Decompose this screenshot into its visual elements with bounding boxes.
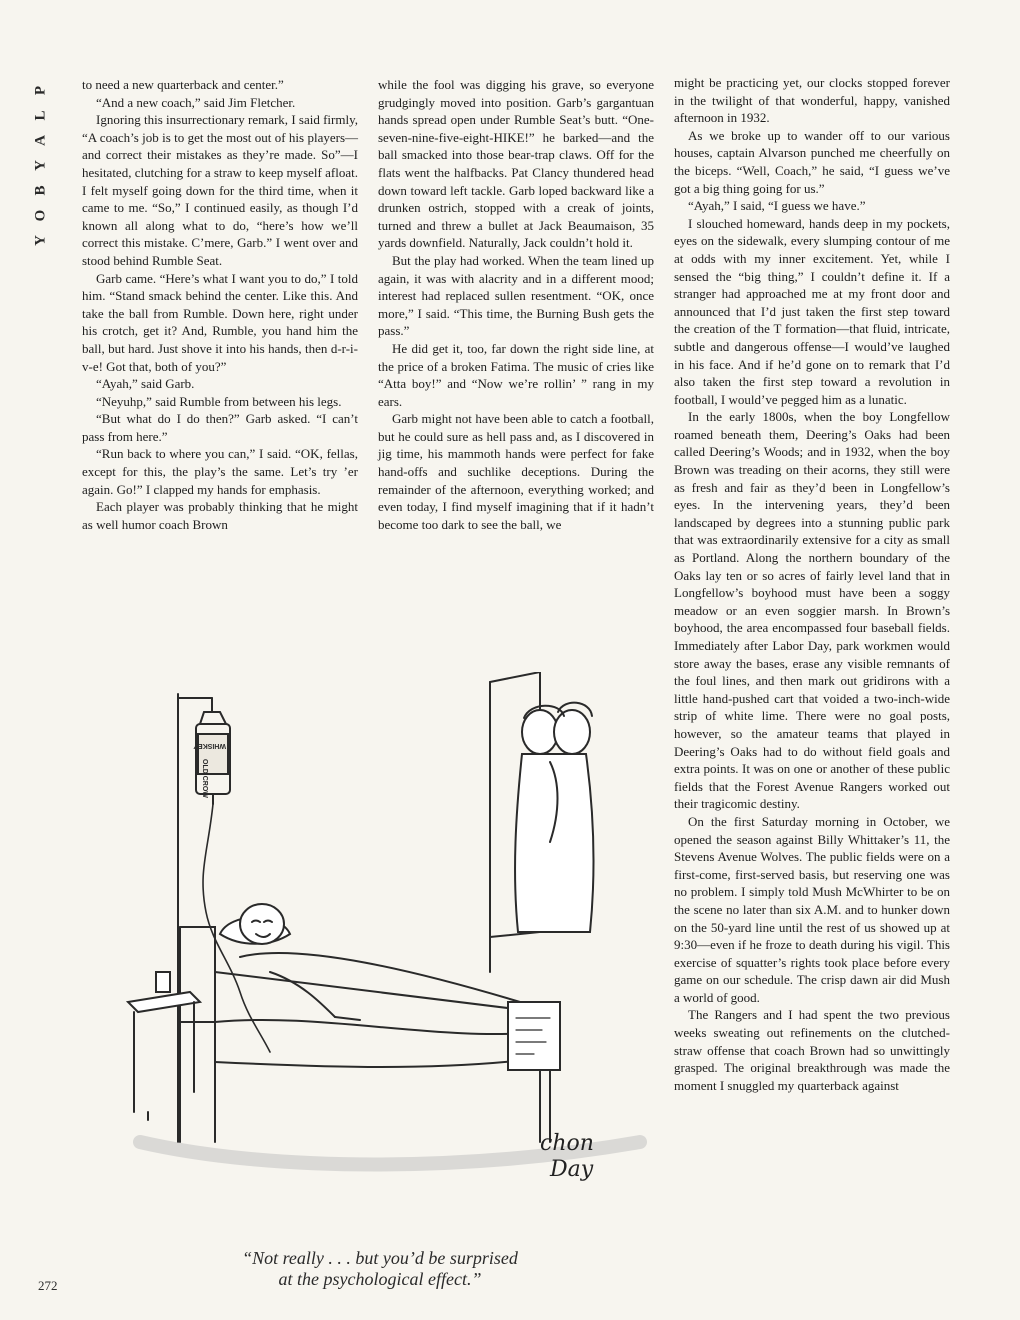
paragraph: He did get it, too, far down the right side line, at the price of a broken Fatima. The music of cries like “Atta boy!” and “Now we’re rollin’ ” rang in my ears. xyxy=(378,340,654,409)
paragraph: “Run back to where you can,” I said. “OK, fellas, except for this, the play’s the same. Let’s try ’er again. Go!” I clapped my hands for emphasis. xyxy=(82,446,358,497)
paragraph: “Ayah,” said Garb. xyxy=(96,376,195,392)
paragraph: “Neyuhp,” said Rumble from between his legs. xyxy=(96,393,342,409)
side-table xyxy=(128,972,200,1120)
paragraph: On the first Saturday morning in October, we opened the season against Billy Whittaker’s 11, the Stevens Avenue Wolves. The public fields were on a first-come, first-served basis, but reserving one was no problem. I simply told Mush McWhirter to be on the scene no later than six A.M. and to hunker down on the 50-yard line until the rest of us showed up at 9:30—even if he froze to death during his vigil. This exercise of squatter’s rights took place before every game on our schedule. The crisp dawn air did Mush a world of good. xyxy=(674,813,950,1005)
paragraph: Garb might not have been able to catch a football, but he could sure as hell pass and, as I discovered in jig time, his mammoth hands were perfect for fake hand-offs and suchlike deceptions. During the remainder of the afternoon, everything worked; and even today, I find myself imagining that if it hadn’t become too dark to see the ball, we xyxy=(378,411,654,532)
paragraph: In the early 1800s, when the boy Longfellow roamed beneath them, Deering’s Oaks had been called Deering’s Woods; and in 1932, when the boy Brown was treading on their acorns, they still were as fresh and fair as they’d been in Longfellow’s eyes. In the intervening years, they’d been landscaped by degrees into a stunning public park that was extraordinarily extensive for a city as small as Portland. Along the northern boundary of the Oaks lay ten or so acres of fairly level land that in Longfellow’s boyhood must have been a soggy meadow or an even soggier marsh. In Brown’s boyhood, the area encompassed four baseball fields. Immediately after Labor Day, park workmen would store away the bases, erase any visible remnants of the foul lines, and then mark out gridirons with a little hand-pushed cart that voided a two-inch-wide strip of white lime. There were no goal posts, however, so the amateur teams that played in Deering’s Oaks had to do without field goals and extra points. It was on one or another of these public fields that the Forest Avenue Rangers worked out their tragicomic destiny. xyxy=(674,409,950,812)
paragraph: But the play had worked. When the team lined up again, it was with alacrity and in a different mood; interest had replaced sullen resentment. “OK, once more,” I said. “This time, the Burning Bush gets the pass.” xyxy=(378,252,654,339)
masthead-letter: O xyxy=(32,209,49,222)
nurses-figures xyxy=(515,703,593,932)
paragraph: might be practicing yet, our clocks stopped forever in the twilight of that wonderful, happy, vanished afternoon in 1932. xyxy=(674,75,950,126)
text-column-1 xyxy=(82,76,358,533)
paragraph: to need a new quarterback and center.” xyxy=(82,77,284,92)
text-column-2 xyxy=(378,76,654,533)
paragraph: Garb came. “Here’s what I want you to do,” I told him. “Stand smack behind the center. Like this. And take the ball from Rumble. Down here, right under his crotch, get it? And, Rumble, you hand him the ball, but hard. Just shove it into his hands, then d-r-i-v-e! Got that, both of you?” xyxy=(82,270,358,374)
paragraph: Each player was probably thinking that he might as well humor coach Brown xyxy=(82,499,358,532)
patient-chart xyxy=(508,1002,560,1070)
masthead-letter: B xyxy=(32,185,49,196)
hospital-cartoon-illustration xyxy=(120,672,660,1202)
patient-figure xyxy=(240,904,520,1020)
text-column-3 xyxy=(674,74,950,1094)
cartoon-caption xyxy=(150,1248,610,1290)
paragraph: “Ayah,” I said, “I guess we have.” xyxy=(688,198,866,214)
masthead-letter: P xyxy=(32,85,49,96)
hospital-bed xyxy=(180,927,550,1142)
masthead-letter: Y xyxy=(32,235,49,246)
paragraph: As we broke up to wander off to our various houses, captain Alvarson punched me cheerfully on the biceps. “Well, Coach,” he said, “I guess we’ve got a big thing going for us.” xyxy=(674,127,950,196)
magazine-masthead xyxy=(30,78,52,253)
masthead-letter: A xyxy=(32,135,49,146)
caption-line: “Not really . . . but you’d be surprised xyxy=(242,1248,518,1268)
masthead-letter: Y xyxy=(32,160,49,171)
svg-text:OLD CROW: OLD CROW xyxy=(201,759,208,798)
caption-line: at the psychological effect.” xyxy=(278,1269,482,1289)
paragraph: I slouched homeward, hands deep in my pockets, eyes on the sidewalk, every slumping contour of me at odds with my inner excitement. Yet, while I sensed the “big thing,” I couldn’t define it. If a stranger had approached me at my front door and announced that I’d just taken the first step toward the creation of the T formation—that fluid, intricate, subtle and dangerous offense—I would’ve laughed in his face. And if he’d gone on to remark that I’d also taken the first step toward a revolution in football, I would’ve pegged him as a lunatic. xyxy=(674,215,950,407)
svg-text:Day: Day xyxy=(550,1157,594,1182)
glass-icon xyxy=(156,972,170,992)
page-number: 272 xyxy=(38,1278,58,1293)
paragraph: Ignoring this insurrectionary remark, I said firmly, “A coach’s job is to get the most out of his players—and correct their mistakes as they’re made. So”—I hesitated, clutching for a straw to keep myself afloat. I felt myself going down for the third time, when it came to me. “So,” I continued easily, as though I’d known all along what to do, “here’s how we’ll correct this mistake. C’mere, Garb.” I went over and stood behind Rumble Seat. xyxy=(82,112,358,268)
paragraph: “But what do I do then?” Garb asked. “I can’t pass from here.” xyxy=(82,411,358,444)
svg-text:chon: chon xyxy=(540,1131,594,1156)
svg-text:WHISKEY: WHISKEY xyxy=(193,742,226,749)
masthead-letter: L xyxy=(32,110,49,121)
paragraph: while the fool was digging his grave, so everyone grudgingly moved into position. Garb’s gargantuan hands spread open under Rumble Seat’s butt. “One-seven-nine-five-eight-HIKE!” he barked—and the ball smacked into those bear-trap claws. Off for the flats went the halfbacks. Pat Clancy thundered head down toward left tackle. Garb loped backward like a drunken ostrich, stopped with a creak of joints, turned and threw a bullet at Jack Beaumaison, 35 yards downfield. Naturally, Jack couldn’t hold it. xyxy=(378,77,654,251)
paragraph: The Rangers and I had spent the two previous weeks sweating out refinements on the clutched-straw offense that coach Brown had so unwittingly grasped. The original breakthrough was made the moment I snuggled my quarterback against xyxy=(674,1007,950,1093)
paragraph: “And a new coach,” said Jim Fletcher. xyxy=(96,94,296,110)
